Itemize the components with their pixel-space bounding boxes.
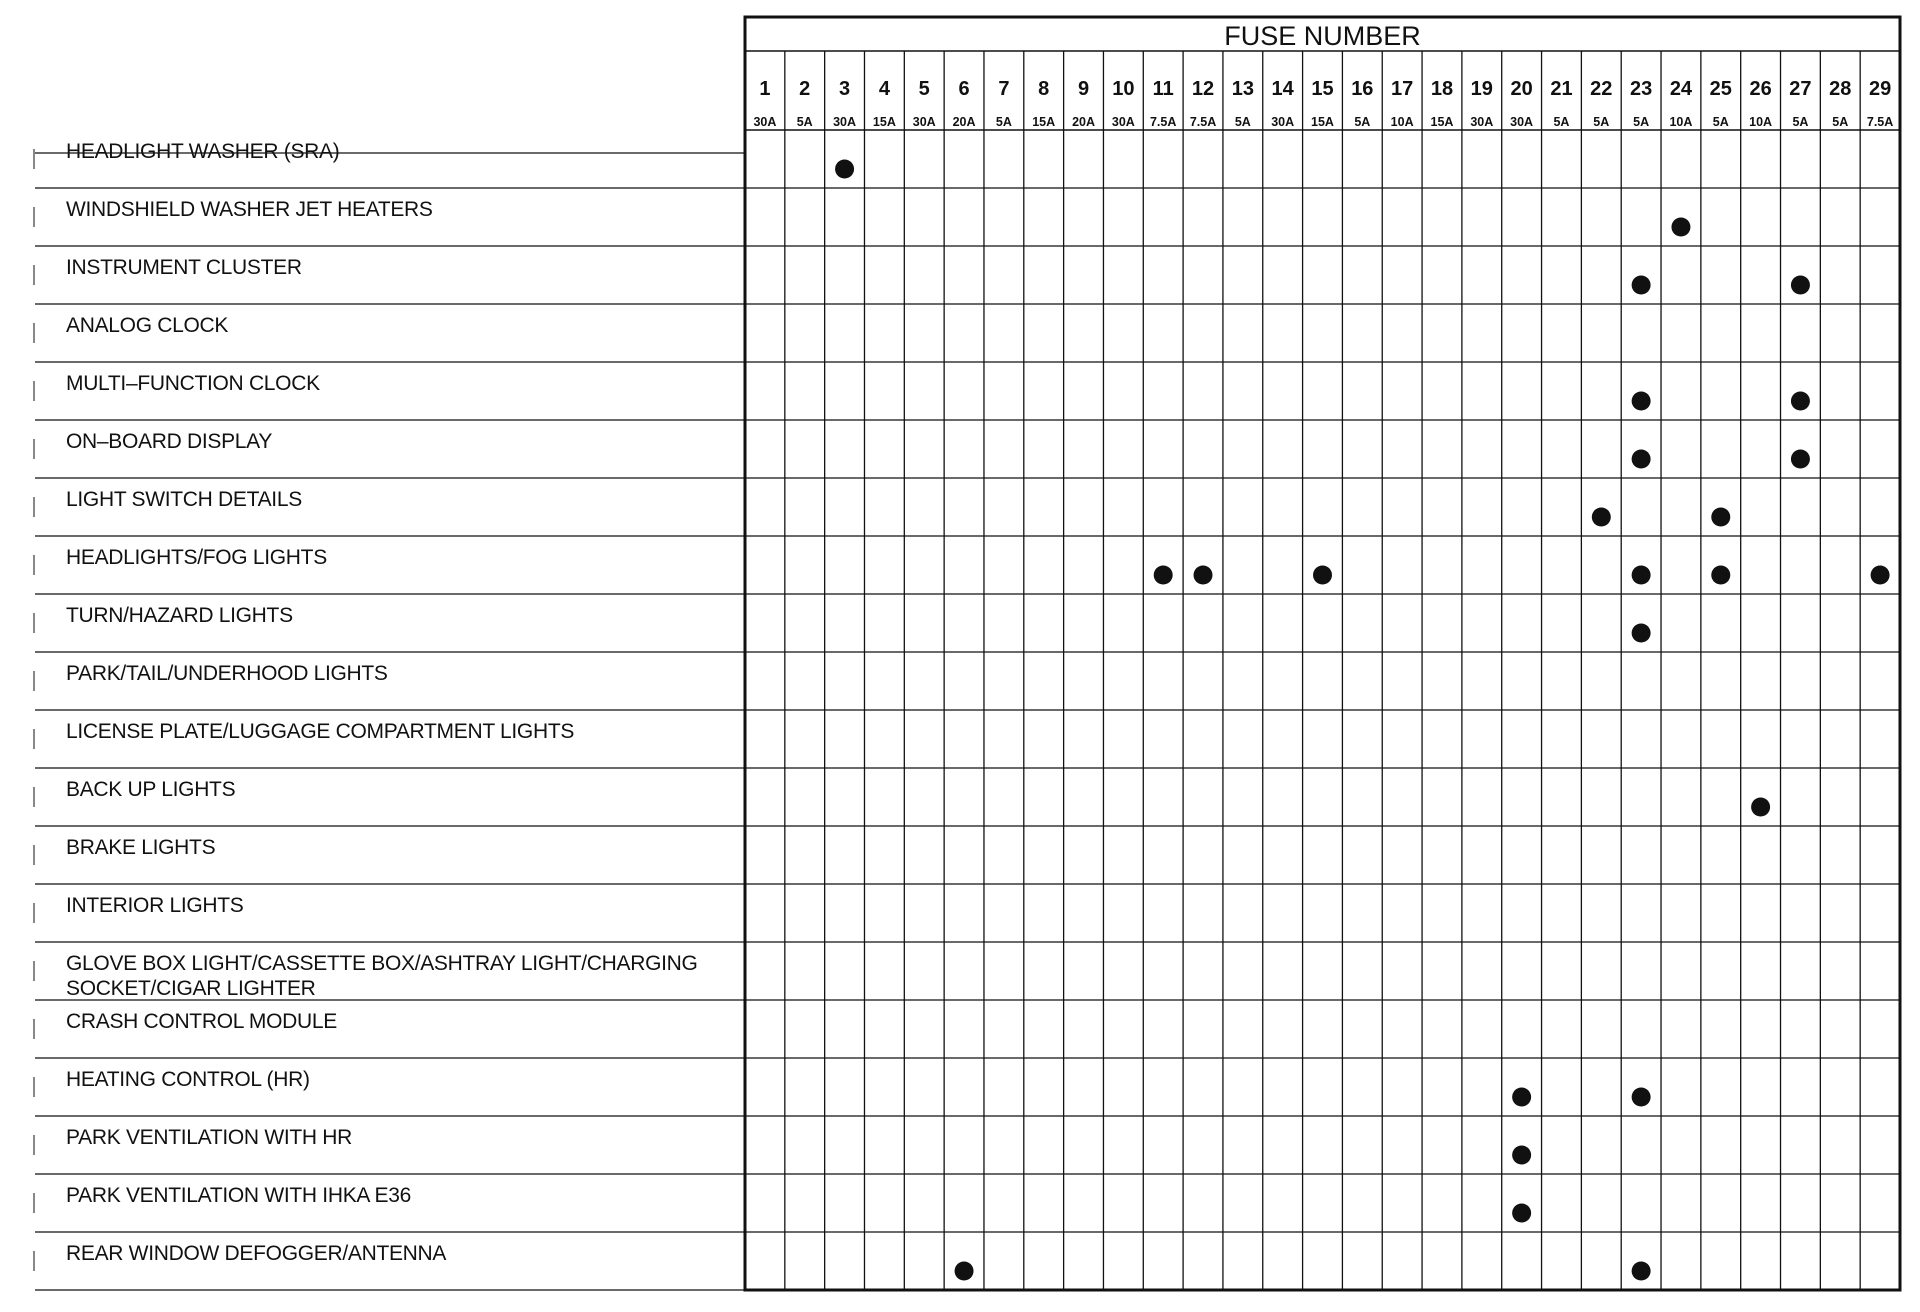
fuse-dot	[1592, 508, 1611, 527]
fuse-rating: 5A	[1234, 115, 1251, 129]
fuse-number: 27	[1789, 78, 1812, 100]
fuse-rating: 7.5A	[1866, 115, 1894, 129]
fuse-number: 15	[1311, 78, 1334, 100]
circuit-label: LIGHT SWITCH DETAILS	[66, 488, 302, 511]
fuse-number: 28	[1829, 78, 1852, 100]
fuse-number: 10	[1112, 78, 1135, 100]
circuit-label: SOCKET/CIGAR LIGHTER	[66, 977, 316, 1000]
fuse-number: 9	[1077, 78, 1090, 100]
fuse-rating: 30A	[1111, 115, 1135, 129]
fuse-dot	[835, 160, 854, 179]
fuse-number: 14	[1271, 78, 1294, 100]
circuit-label: INTERIOR LIGHTS	[66, 894, 244, 917]
fuse-dot	[1512, 1204, 1531, 1223]
fuse-number: 25	[1709, 78, 1732, 100]
fuse-rating: 20A	[1072, 115, 1096, 129]
fuse-rating: 10A	[1669, 115, 1693, 129]
fuse-number: 21	[1550, 78, 1573, 100]
fuse-headers	[753, 78, 1893, 129]
table-title: FUSE NUMBER	[1224, 21, 1421, 51]
fuse-number: 13	[1231, 78, 1254, 100]
fuse-rating: 5A	[1553, 115, 1570, 129]
fuse-rating: 10A	[1749, 115, 1773, 129]
circuit-label: PARK/TAIL/UNDERHOOD LIGHTS	[66, 662, 388, 685]
fuse-dot	[1313, 566, 1332, 585]
circuit-label: GLOVE BOX LIGHT/CASSETTE BOX/ASHTRAY LIGHT/CHARGING	[66, 952, 698, 975]
circuit-label: LICENSE PLATE/LUGGAGE COMPARTMENT LIGHTS	[66, 720, 575, 743]
fuse-rating: 30A	[912, 115, 936, 129]
fuse-rating: 5A	[1354, 115, 1371, 129]
fuse-rating: 20A	[952, 115, 976, 129]
fuse-rating: 5A	[1832, 115, 1849, 129]
fuse-number: 1	[759, 78, 771, 100]
fuse-dot	[1632, 624, 1651, 643]
fuse-number: 2	[799, 78, 811, 100]
fuse-rating: 10A	[1390, 115, 1414, 129]
fuse-number: 24	[1669, 78, 1693, 100]
fuse-rating: 5A	[1792, 115, 1809, 129]
fuse-number: 22	[1590, 78, 1613, 100]
fuse-rating: 7.5A	[1149, 115, 1177, 129]
fuse-rating: 30A	[1470, 115, 1494, 129]
circuit-label: INSTRUMENT CLUSTER	[66, 256, 302, 279]
circuit-label: ON–BOARD DISPLAY	[66, 430, 273, 453]
fuse-number: 11	[1152, 78, 1174, 100]
circuit-label: BRAKE LIGHTS	[66, 836, 216, 859]
fuse-number: 3	[839, 78, 851, 100]
circuit-label: PARK VENTILATION WITH HR	[66, 1126, 353, 1149]
fuse-number: 20	[1510, 78, 1533, 100]
fuse-rating: 15A	[872, 115, 896, 129]
fuse-number: 18	[1430, 78, 1454, 100]
fuse-dot	[1512, 1088, 1531, 1107]
fuse-dot	[1791, 276, 1810, 295]
fuse-number: 16	[1351, 78, 1374, 100]
fuse-number: 4	[878, 78, 890, 100]
grid-frame	[745, 17, 1900, 1290]
fuse-number: 7	[998, 78, 1010, 100]
fuse-dot	[1154, 566, 1173, 585]
circuit-label: HEADLIGHTS/FOG LIGHTS	[66, 546, 327, 569]
fuse-dot	[1632, 392, 1651, 411]
fuse-dot	[1512, 1146, 1531, 1165]
fuse-rating: 30A	[1271, 115, 1295, 129]
fuse-dot	[1751, 798, 1770, 817]
fuse-number: 8	[1038, 78, 1050, 100]
fuse-rating: 30A	[753, 115, 777, 129]
circuit-label: BACK UP LIGHTS	[66, 778, 236, 801]
fuse-dot	[1711, 566, 1730, 585]
fuse-rating: 30A	[833, 115, 857, 129]
circuit-labels	[66, 140, 698, 1265]
circuit-label: MULTI–FUNCTION CLOCK	[66, 372, 320, 395]
circuit-label: PARK VENTILATION WITH IHKA E36	[66, 1184, 411, 1207]
fuse-number: 12	[1191, 78, 1215, 100]
fuse-rating: 5A	[1712, 115, 1729, 129]
fuse-rating: 7.5A	[1189, 115, 1217, 129]
fuse-rating: 5A	[995, 115, 1012, 129]
fuse-number: 17	[1391, 78, 1414, 100]
circuit-label: TURN/HAZARD LIGHTS	[66, 604, 293, 627]
fuse-dot	[1871, 566, 1890, 585]
fuse-dot	[1632, 450, 1651, 469]
circuit-label: HEADLIGHT WASHER (SRA)	[66, 140, 340, 163]
fuse-dot	[1194, 566, 1213, 585]
fuse-dot	[1671, 218, 1690, 237]
circuit-label: HEATING CONTROL (HR)	[66, 1068, 310, 1091]
circuit-label: CRASH CONTROL MODULE	[66, 1010, 337, 1033]
fuse-rating: 15A	[1032, 115, 1056, 129]
fuse-number: 19	[1470, 78, 1493, 100]
fuse-rating: 30A	[1510, 115, 1534, 129]
fuse-dot	[1791, 450, 1810, 469]
fuse-rating: 15A	[1311, 115, 1334, 129]
circuit-label: WINDSHIELD WASHER JET HEATERS	[66, 198, 433, 221]
circuit-label: REAR WINDOW DEFOGGER/ANTENNA	[66, 1242, 447, 1265]
fuse-number: 5	[918, 78, 930, 100]
fuse-dot	[1632, 276, 1651, 295]
fuse-dot	[1632, 1262, 1651, 1281]
fuse-rating: 5A	[796, 115, 813, 129]
fuse-rating: 15A	[1430, 115, 1454, 129]
fuse-dot	[1632, 1088, 1651, 1107]
fuse-rating: 5A	[1633, 115, 1650, 129]
fuse-dot	[955, 1262, 974, 1281]
fuse-number: 6	[958, 78, 970, 100]
fuse-number: 23	[1629, 78, 1653, 100]
fuse-number: 26	[1749, 78, 1772, 100]
fuse-markers	[835, 160, 1890, 1281]
fuse-dot	[1632, 566, 1651, 585]
fuse-number: 29	[1868, 78, 1892, 100]
fuse-dot	[1711, 508, 1730, 527]
circuit-label: ANALOG CLOCK	[66, 314, 229, 337]
fuse-rating: 5A	[1593, 115, 1610, 129]
fuse-dot	[1791, 392, 1810, 411]
